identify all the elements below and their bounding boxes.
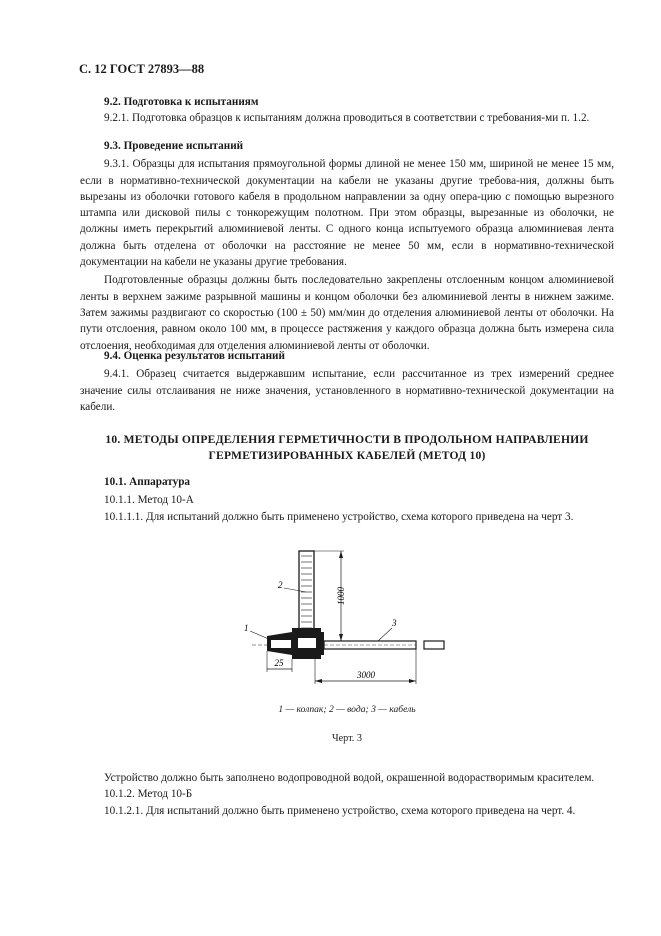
figure-caption: Черт. 3 — [332, 733, 362, 744]
section-9-2-title: 9.2. Подготовка к испытаниям — [104, 96, 259, 108]
section-9-4 — [80, 348, 614, 415]
section-9-4-title: 9.4. Оценка результатов испытаний — [104, 350, 285, 362]
figure-legend: 1 — колпак; 2 — вода; 3 — кабель — [278, 704, 416, 715]
coupling-window — [298, 638, 316, 648]
callout-2-label: 2 — [278, 580, 283, 590]
section-10-1 — [80, 474, 614, 525]
paragraph-10-1-1: 10.1.1. Метод 10-А — [104, 494, 194, 507]
dimension-3000-label: 3000 — [357, 670, 375, 680]
paragraph-10-1-1-1: 10.1.1.1. Для испытаний должно быть применено устройство, схема которого приведена на черт 3. — [104, 510, 574, 523]
section-10-title-line1: 10. МЕТОДЫ ОПРЕДЕЛЕНИЯ ГЕРМЕТИЧНОСТИ В ПРОДОЛЬНОМ НАПРАВЛЕНИИ — [105, 433, 589, 446]
section-9-3-title: 9.3. Проведение испытаний — [104, 140, 244, 152]
section-10-1-continued — [80, 770, 614, 819]
section-9-2 — [80, 94, 614, 127]
paragraph-10-1-2-1: 10.1.2.1. Для испытаний должно быть применено устройство, схема которого приведена на черт. 4. — [104, 804, 576, 817]
dimension-1000-label: 1000 — [336, 587, 346, 605]
callout-3-label: 3 — [392, 618, 397, 628]
page-header: С. 12 ГОСТ 27893—88 — [79, 62, 205, 76]
callout-1-label: 1 — [244, 623, 249, 633]
paragraph-9-3-1: 9.3.1. Образцы для испытания прямоугольной формы длиной не менее 150 мм, шириной не менее 15 мм, если в нормативно-технической документации на кабели не указаны другие требова-ния, должны быть вырезаны из оболочки готового кабеля в продольном направлении за одну опера-цию с помощью вырезного штампа или дисковой пилы с тонкорежущим полотном. При этом образцы, вырезанные из оболочки, не должны иметь перекрытий алюминиевой ленты. С одного конца испытуемого образца алюминиевая лента должна быть отделена от оболочки на расстояние не менее 50 мм, если в нормативно-технической документации на кабели не указаны другие требования. — [80, 158, 614, 269]
paragraph-9-3-2: Подготовленные образцы должны быть последовательно закреплены отслоенным концом алюминиевой ленты в верхнем зажиме разрывной машины и концом оболочки без алюминиевой ленты в нижнем зажиме. Затем зажимы раздвигают со скоростью (100 ± 50) мм/мин до отделения алюминиевой ленты от оболочки. На пути отслоения, равном около 100 мм, в процессе растяжения у каждого образца должна быть измерена сила отслоения, необходимая для отделения алюминиевой ленты от оболочки. — [80, 274, 614, 352]
cable-end — [424, 641, 444, 649]
section-10-title-line2: ГЕРМЕТИЗИРОВАННЫХ КАБЕЛЕЙ (МЕТОД 10) — [208, 449, 486, 462]
dimension-25-label: 25 — [274, 658, 284, 668]
paragraph-10-1-2: 10.1.2. Метод 10-Б — [104, 788, 193, 801]
vertical-tube — [299, 551, 314, 641]
section-10-1-title: 10.1. Аппаратура — [104, 476, 191, 488]
paragraph-after-figure: Устройство должно быть заполнено водопроводной водой, окрашенной водорастворимым красителем. — [104, 772, 595, 784]
section-9-3 — [80, 138, 614, 354]
paragraph-9-2-1: 9.2.1. Подготовка образцов к испытаниям должна проводиться в соответствии с требования-ми п. 1.2. — [104, 112, 590, 125]
device-diagram — [240, 548, 450, 688]
cap-bore — [271, 640, 291, 648]
paragraph-9-4-1: 9.4.1. Образец считается выдержавшим испытание, если рассчитанное из трех измерений среднее значение силы отслаивания не ниже значения, установленного в нормативно-технической документации на кабели. — [80, 368, 614, 413]
